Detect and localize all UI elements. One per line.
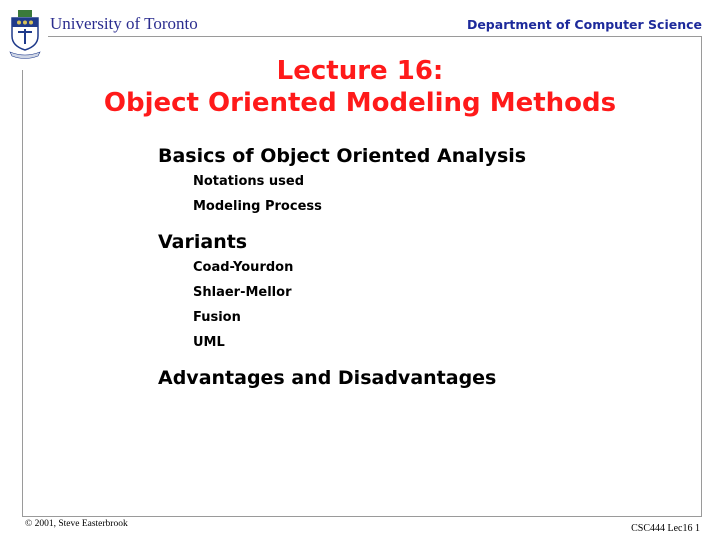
outline-item: Coad-Yourdon (193, 260, 294, 275)
university-name: University of Toronto (50, 14, 198, 33)
outline-item: Modeling Process (193, 199, 322, 214)
copyright-notice: © 2001, Steve Easterbrook (25, 519, 128, 529)
slide-outline (158, 143, 526, 391)
outline-heading-basics: Basics of Object Oriented Analysis (158, 145, 527, 167)
title-line-2: Object Oriented Modeling Methods (103, 88, 617, 118)
outline-heading-advantages: Advantages and Disadvantages (158, 367, 497, 389)
top-rule (48, 36, 702, 37)
slide-number: CSC444 Lec16 1 (631, 523, 700, 534)
title-line-1: Lecture 16: (276, 56, 444, 86)
left-rule (22, 70, 23, 516)
slide-title (0, 55, 720, 119)
bottom-rule (22, 516, 702, 517)
outline-item: Shlaer-Mellor (193, 285, 292, 300)
outline-item: Fusion (193, 310, 241, 325)
outline-heading-variants: Variants (158, 231, 248, 253)
department-name: Department of Computer Science (466, 17, 702, 32)
outline-item: UML (193, 335, 225, 350)
outline-item: Notations used (193, 174, 305, 189)
